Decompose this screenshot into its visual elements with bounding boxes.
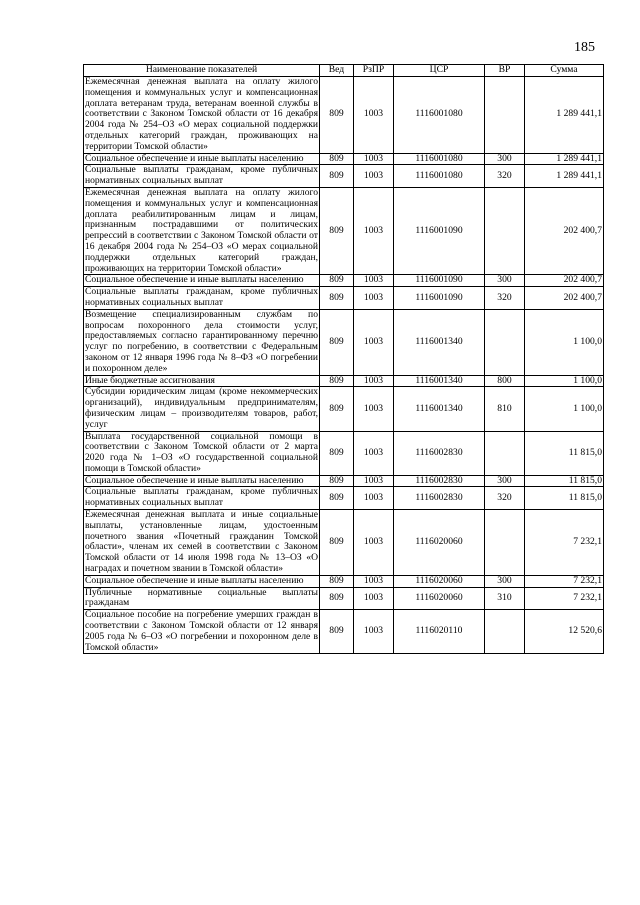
row-sum: 11 815,0 — [525, 431, 604, 475]
row-rzpr: 1003 — [354, 431, 394, 475]
row-name: Ежемесячная денежная выплата на оплату жилого помещения и коммунальных услуг и компенсационная доплата реабилитированным лицам и лицам, признанным пострадавшими от политических репрессий в соответствии с Законом Томской области от 16 декабря 2004 года № 254–ОЗ «О мерах социальной поддержки отдельных категорий граждан, проживающих на территории Томской области» — [85, 186, 318, 274]
table-row — [84, 431, 604, 475]
table-row — [84, 587, 604, 610]
row-ved: 809 — [320, 77, 354, 154]
row-sum: 7 232,1 — [525, 575, 604, 587]
row-vr: 300 — [485, 575, 525, 587]
row-ved: 809 — [320, 475, 354, 487]
table-row — [84, 309, 604, 375]
row-ved: 809 — [320, 309, 354, 375]
row-name: Социальное обеспечение и иные выплаты населению — [84, 153, 320, 165]
row-rzpr: 1003 — [354, 287, 394, 310]
row-ved: 809 — [320, 587, 354, 610]
row-vr: 320 — [485, 487, 525, 510]
row-name: Иные бюджетные ассигнования — [84, 375, 320, 387]
table-row — [84, 287, 604, 310]
row-csr: 1116001090 — [394, 187, 485, 274]
table-row — [84, 387, 604, 431]
row-rzpr: 1003 — [354, 275, 394, 287]
row-csr: 1116001340 — [394, 375, 485, 387]
row-vr: 320 — [485, 287, 525, 310]
header-rzpr: РзПР — [354, 65, 394, 77]
row-ved: 809 — [320, 487, 354, 510]
row-rzpr: 1003 — [354, 309, 394, 375]
budget-table — [83, 64, 604, 654]
table-row — [84, 475, 604, 487]
header-name: Наименование показателей — [84, 65, 320, 77]
header-ved: Вед — [320, 65, 354, 77]
table-row — [84, 575, 604, 587]
row-name: Социальное обеспечение и иные выплаты населению — [84, 275, 320, 287]
row-name: Субсидии юридическим лицам (кроме некоммерческих организаций), индивидуальным предпринимателям, физическим лицам – производителям товаров, работ, услуг — [85, 386, 318, 430]
table-row — [84, 153, 604, 165]
row-name: Социальные выплаты гражданам, кроме публичных нормативных социальных выплат — [85, 486, 318, 509]
table-row — [84, 510, 604, 576]
row-rzpr: 1003 — [354, 187, 394, 274]
row-name: Возмещение специализированным службам по вопросам похоронного дела стоимости услуг, предоставляемых согласно гарантированному перечню услуг по погребению, в соответствии с Федеральным законом от 12 января 1996 года № 8–ФЗ «О погребении и похоронном деле» — [85, 308, 318, 374]
row-ved: 809 — [320, 387, 354, 431]
row-sum: 1 289 441,1 — [525, 165, 604, 188]
row-csr: 1116020110 — [394, 610, 485, 654]
row-csr: 1116001340 — [394, 309, 485, 375]
row-vr: 800 — [485, 375, 525, 387]
table-row — [84, 165, 604, 188]
row-csr: 1116020060 — [394, 575, 485, 587]
row-rzpr: 1003 — [354, 510, 394, 576]
row-vr: 300 — [485, 475, 525, 487]
row-csr: 1116001080 — [394, 165, 485, 188]
row-rzpr: 1003 — [354, 610, 394, 654]
row-rzpr: 1003 — [354, 387, 394, 431]
row-rzpr: 1003 — [354, 475, 394, 487]
row-csr: 1116001340 — [394, 387, 485, 431]
table-row — [84, 375, 604, 387]
row-sum: 7 232,1 — [525, 587, 604, 610]
row-csr: 1116020060 — [394, 587, 485, 610]
row-sum: 202 400,7 — [525, 287, 604, 310]
row-ved: 809 — [320, 575, 354, 587]
row-vr — [485, 431, 525, 475]
row-csr: 1116020060 — [394, 510, 485, 576]
row-csr: 1116002830 — [394, 431, 485, 475]
row-sum: 1 100,0 — [525, 375, 604, 387]
row-csr: 1116002830 — [394, 475, 485, 487]
row-csr: 1116001080 — [394, 77, 485, 154]
table-row — [84, 275, 604, 287]
row-sum: 1 100,0 — [525, 309, 604, 375]
row-rzpr: 1003 — [354, 575, 394, 587]
row-ved: 809 — [320, 510, 354, 576]
row-name: Ежемесячная денежная выплата и иные социальные выплаты, установленные лицам, удостоенным почетного звания «Почетный гражданин Томской области», членам их семей в соответствии с Законом Томской области от 14 июля 1998 года № 13–ОЗ «О наградах и почетном звании в Томской области» — [85, 509, 318, 575]
row-name: Ежемесячная денежная выплата на оплату жилого помещения и коммунальных услуг и компенсационная доплата ветеранам труда, ветеранам военной службы в соответствии с Законом Томской области от 16 декабря 2004 года № 254–ОЗ «О мерах социальной поддержки отдельных категорий граждан, проживающих на территории Томской области» — [85, 76, 318, 152]
row-name: Выплата государственной социальной помощи в соответствии с Законом Томской области от 2 марта 2020 года № 1–ОЗ «О государственной социальной помощи в Томской области» — [85, 430, 318, 474]
row-sum: 12 520,6 — [525, 610, 604, 654]
row-ved: 809 — [320, 153, 354, 165]
row-name: Социальное пособие на погребение умерших граждан в соответствии с Законом Томской области от 12 января 2005 года № 6–ОЗ «О погребении и похоронном деле в Томской области» — [85, 609, 318, 653]
row-sum: 1 289 441,1 — [525, 77, 604, 154]
header-vr: ВР — [485, 65, 525, 77]
row-sum: 1 100,0 — [525, 387, 604, 431]
row-rzpr: 1003 — [354, 165, 394, 188]
row-vr — [485, 77, 525, 154]
row-name: Социальные выплаты гражданам, кроме публичных нормативных социальных выплат — [85, 164, 318, 187]
row-csr: 1116002830 — [394, 487, 485, 510]
row-vr — [485, 309, 525, 375]
row-ved: 809 — [320, 287, 354, 310]
header-sum: Сумма — [525, 65, 604, 77]
row-rzpr: 1003 — [354, 153, 394, 165]
row-csr: 1116001090 — [394, 275, 485, 287]
header-csr: ЦСР — [394, 65, 485, 77]
row-name: Публичные нормативные социальные выплаты гражданам — [85, 586, 318, 609]
row-ved: 809 — [320, 431, 354, 475]
row-ved: 809 — [320, 187, 354, 274]
row-vr — [485, 510, 525, 576]
row-vr — [485, 610, 525, 654]
row-rzpr: 1003 — [354, 375, 394, 387]
page-number: 185 — [574, 40, 595, 55]
row-vr: 300 — [485, 153, 525, 165]
row-vr: 310 — [485, 587, 525, 610]
row-vr — [485, 187, 525, 274]
table-row — [84, 187, 604, 274]
table-row — [84, 610, 604, 654]
row-sum: 202 400,7 — [525, 187, 604, 274]
table-row — [84, 487, 604, 510]
row-ved: 809 — [320, 375, 354, 387]
row-vr: 320 — [485, 165, 525, 188]
row-rzpr: 1003 — [354, 487, 394, 510]
row-name: Социальное обеспечение и иные выплаты населению — [84, 475, 320, 487]
row-csr: 1116001080 — [394, 153, 485, 165]
row-sum: 1 289 441,1 — [525, 153, 604, 165]
row-sum: 11 815,0 — [525, 487, 604, 510]
row-csr: 1116001090 — [394, 287, 485, 310]
row-sum: 11 815,0 — [525, 475, 604, 487]
row-ved: 809 — [320, 610, 354, 654]
row-vr: 810 — [485, 387, 525, 431]
row-name: Социальное обеспечение и иные выплаты населению — [84, 575, 320, 587]
row-sum: 7 232,1 — [525, 510, 604, 576]
row-name: Социальные выплаты гражданам, кроме публичных нормативных социальных выплат — [85, 286, 318, 308]
row-rzpr: 1003 — [354, 587, 394, 610]
row-sum: 202 400,7 — [525, 275, 604, 287]
table-header-row — [84, 65, 604, 77]
row-vr: 300 — [485, 275, 525, 287]
row-rzpr: 1003 — [354, 77, 394, 154]
row-ved: 809 — [320, 165, 354, 188]
row-ved: 809 — [320, 275, 354, 287]
table-row — [84, 77, 604, 154]
